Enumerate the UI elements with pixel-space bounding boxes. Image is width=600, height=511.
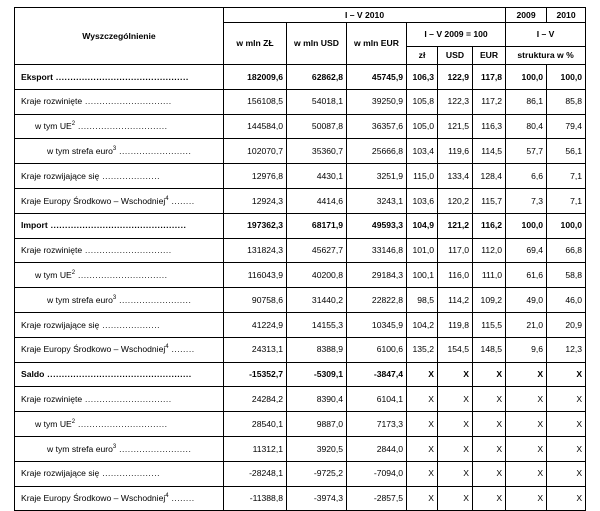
structure-2009-cell: X <box>506 387 547 412</box>
value-pln-cell: 24284,2 <box>224 387 287 412</box>
index-usd-cell: 154,5 <box>438 337 473 362</box>
leader-dots: .................... <box>99 319 160 330</box>
leader-dots: ............................... <box>75 269 168 280</box>
structure-2010-cell: X <box>547 412 586 437</box>
structure-2009-cell: 9,6 <box>506 337 547 362</box>
index-eur-cell: 117,2 <box>473 89 506 114</box>
row-label <box>15 362 224 387</box>
index-usd-cell: X <box>438 412 473 437</box>
index-pln-cell: X <box>407 436 438 461</box>
row-label-text: w tym strefa euro <box>47 294 113 305</box>
row-label <box>15 89 224 114</box>
index-usd-cell: 122,9 <box>438 65 473 90</box>
structure-2009-cell: 80,4 <box>506 114 547 139</box>
structure-2010-cell: X <box>547 436 586 461</box>
value-usd-cell: 4414,6 <box>287 188 347 213</box>
index-eur-cell: 114,5 <box>473 139 506 164</box>
value-usd-cell: 68171,9 <box>287 213 347 238</box>
index-usd-cell: 116,0 <box>438 263 473 288</box>
table-row <box>15 337 586 362</box>
value-usd-cell: 50087,8 <box>287 114 347 139</box>
header-eur: w mln EUR <box>347 23 407 65</box>
index-pln-cell: 105,0 <box>407 114 438 139</box>
index-usd-cell: 114,2 <box>438 288 473 313</box>
row-label <box>15 263 224 288</box>
leader-dots: .............................................. <box>53 71 189 82</box>
table-row <box>15 436 586 461</box>
value-usd-cell: 4430,1 <box>287 164 347 189</box>
index-pln-cell: 100,1 <box>407 263 438 288</box>
leader-dots: .................................................. <box>44 369 192 380</box>
structure-2009-cell: 21,0 <box>506 312 547 337</box>
footnote-marker: 2 <box>71 121 76 128</box>
index-eur-cell: 148,5 <box>473 337 506 362</box>
row-label <box>15 213 224 238</box>
footnote-marker: 2 <box>71 418 76 425</box>
index-pln-cell: 105,8 <box>407 89 438 114</box>
value-pln-cell: 41224,9 <box>224 312 287 337</box>
structure-2009-cell: 7,3 <box>506 188 547 213</box>
structure-2010-cell: 56,1 <box>547 139 586 164</box>
index-eur-cell: 128,4 <box>473 164 506 189</box>
value-pln-cell: 131824,3 <box>224 238 287 263</box>
row-label-text: Kraje rozwinięte <box>21 96 83 107</box>
table-row <box>15 263 586 288</box>
value-eur-cell: -2857,5 <box>347 486 407 511</box>
leader-dots: ............................................... <box>47 220 187 231</box>
structure-2010-cell: 66,8 <box>547 238 586 263</box>
index-usd-cell: 133,4 <box>438 164 473 189</box>
index-eur-cell: X <box>473 412 506 437</box>
index-pln-cell: 115,0 <box>407 164 438 189</box>
index-eur-cell: X <box>473 486 506 511</box>
value-eur-cell: 2844,0 <box>347 436 407 461</box>
value-eur-cell: 3243,1 <box>347 188 407 213</box>
header-index-usd: USD <box>438 47 473 65</box>
footnote-marker: 4 <box>165 493 169 500</box>
index-pln-cell: 106,3 <box>407 65 438 90</box>
value-pln-cell: 24313,1 <box>224 337 287 362</box>
index-eur-cell: 109,2 <box>473 288 506 313</box>
row-label <box>15 486 224 511</box>
structure-2010-cell: 7,1 <box>547 164 586 189</box>
index-usd-cell: X <box>438 436 473 461</box>
header-pln: w mln ZŁ <box>224 23 287 65</box>
index-usd-cell: 120,2 <box>438 188 473 213</box>
leader-dots: .............................. <box>82 96 172 107</box>
structure-2010-cell: 79,4 <box>547 114 586 139</box>
index-pln-cell: 135,2 <box>407 337 438 362</box>
index-pln-cell: 101,0 <box>407 238 438 263</box>
footnote-marker: 3 <box>112 146 117 153</box>
value-eur-cell: 29184,3 <box>347 263 407 288</box>
value-usd-cell: 54018,1 <box>287 89 347 114</box>
index-usd-cell: X <box>438 362 473 387</box>
row-label-text: Kraje Europy Środkowo – Wschodniej <box>21 493 166 504</box>
structure-2009-cell: 61,6 <box>506 263 547 288</box>
index-usd-cell: 122,3 <box>438 89 473 114</box>
leader-dots: ........ <box>168 195 195 206</box>
value-usd-cell: 14155,3 <box>287 312 347 337</box>
value-usd-cell: 31440,2 <box>287 288 347 313</box>
value-eur-cell: 6104,1 <box>347 387 407 412</box>
value-pln-cell: 12924,3 <box>224 188 287 213</box>
value-pln-cell: 156108,5 <box>224 89 287 114</box>
value-eur-cell: 6100,6 <box>347 337 407 362</box>
value-pln-cell: 11312,1 <box>224 436 287 461</box>
table-row <box>15 461 586 486</box>
header-year-2009: 2009 <box>506 8 547 23</box>
value-eur-cell: 10345,9 <box>347 312 407 337</box>
table-row <box>15 412 586 437</box>
row-label <box>15 412 224 437</box>
index-usd-cell: 121,2 <box>438 213 473 238</box>
table-body <box>15 65 586 511</box>
index-eur-cell: X <box>473 436 506 461</box>
leader-dots: ............................... <box>75 121 168 132</box>
value-usd-cell: 8390,4 <box>287 387 347 412</box>
value-usd-cell: 62862,8 <box>287 65 347 90</box>
structure-2010-cell: X <box>547 362 586 387</box>
leader-dots: ......................... <box>116 145 192 156</box>
structure-2009-cell: 100,0 <box>506 213 547 238</box>
row-label <box>15 288 224 313</box>
header-period-2: I – V <box>506 23 586 47</box>
value-usd-cell: 45627,7 <box>287 238 347 263</box>
table-row <box>15 362 586 387</box>
structure-2010-cell: 85,8 <box>547 89 586 114</box>
index-eur-cell: X <box>473 387 506 412</box>
trade-table <box>14 7 586 511</box>
row-label <box>15 139 224 164</box>
value-usd-cell: 9887,0 <box>287 412 347 437</box>
structure-2009-cell: 57,7 <box>506 139 547 164</box>
leader-dots: .................... <box>99 468 160 479</box>
header-structure: struktura w % <box>506 47 586 65</box>
index-pln-cell: X <box>407 362 438 387</box>
index-pln-cell: X <box>407 486 438 511</box>
index-eur-cell: 115,5 <box>473 312 506 337</box>
structure-2009-cell: 69,4 <box>506 238 547 263</box>
index-pln-cell: X <box>407 461 438 486</box>
structure-2009-cell: 86,1 <box>506 89 547 114</box>
structure-2009-cell: X <box>506 412 547 437</box>
value-eur-cell: 33146,8 <box>347 238 407 263</box>
table-header <box>15 8 586 65</box>
leader-dots: .................... <box>99 170 160 181</box>
value-eur-cell: 22822,8 <box>347 288 407 313</box>
table-row <box>15 288 586 313</box>
value-eur-cell: 39250,9 <box>347 89 407 114</box>
value-usd-cell: 3920,5 <box>287 436 347 461</box>
row-label <box>15 312 224 337</box>
structure-2010-cell: 46,0 <box>547 288 586 313</box>
leader-dots: ......................... <box>116 294 192 305</box>
row-label <box>15 65 224 90</box>
index-usd-cell: 117,0 <box>438 238 473 263</box>
value-usd-cell: -9725,2 <box>287 461 347 486</box>
value-usd-cell: 8388,9 <box>287 337 347 362</box>
index-usd-cell: X <box>438 461 473 486</box>
structure-2010-cell: 58,8 <box>547 263 586 288</box>
structure-2010-cell: 20,9 <box>547 312 586 337</box>
table-row <box>15 238 586 263</box>
row-label <box>15 461 224 486</box>
index-pln-cell: 104,9 <box>407 213 438 238</box>
table-row <box>15 65 586 90</box>
row-label-text: Kraje rozwinięte <box>21 245 83 256</box>
value-usd-cell: -5309,1 <box>287 362 347 387</box>
index-eur-cell: 117,8 <box>473 65 506 90</box>
index-eur-cell: 111,0 <box>473 263 506 288</box>
structure-2009-cell: X <box>506 486 547 511</box>
table-row <box>15 114 586 139</box>
structure-2009-cell: 49,0 <box>506 288 547 313</box>
row-label <box>15 337 224 362</box>
structure-2009-cell: 6,6 <box>506 164 547 189</box>
value-eur-cell: 45745,9 <box>347 65 407 90</box>
row-label-text: Kraje rozwijające się <box>21 170 100 181</box>
row-label-text: Kraje rozwijające się <box>21 468 100 479</box>
value-pln-cell: -28248,1 <box>224 461 287 486</box>
row-label-text: Kraje Europy Środkowo – Wschodniej <box>21 195 166 206</box>
leader-dots: ........ <box>168 493 195 504</box>
leader-dots: .............................. <box>82 393 172 404</box>
index-pln-cell: 104,2 <box>407 312 438 337</box>
structure-2010-cell: X <box>547 486 586 511</box>
row-label-text: Kraje rozwijające się <box>21 319 100 330</box>
index-usd-cell: 119,6 <box>438 139 473 164</box>
structure-2010-cell: 100,0 <box>547 213 586 238</box>
header-period: I – V 2010 <box>224 8 506 23</box>
row-label <box>15 238 224 263</box>
row-label-text: w tym UE <box>35 121 72 132</box>
row-label-text: Kraje rozwinięte <box>21 393 83 404</box>
header-usd: w mln USD <box>287 23 347 65</box>
row-label <box>15 114 224 139</box>
footnote-marker: 4 <box>165 344 169 351</box>
leader-dots: ......................... <box>116 443 192 454</box>
footnote-marker: 3 <box>112 443 117 450</box>
value-pln-cell: 182009,6 <box>224 65 287 90</box>
value-pln-cell: 102070,7 <box>224 139 287 164</box>
value-pln-cell: 28540,1 <box>224 412 287 437</box>
value-usd-cell: -3974,3 <box>287 486 347 511</box>
header-index-eur: EUR <box>473 47 506 65</box>
leader-dots: ............................... <box>75 418 168 429</box>
table-row <box>15 387 586 412</box>
index-pln-cell: 103,4 <box>407 139 438 164</box>
leader-dots: ........ <box>168 344 195 355</box>
footnote-marker: 2 <box>71 270 76 277</box>
footnote-marker: 3 <box>112 294 117 301</box>
table-row <box>15 312 586 337</box>
value-eur-cell: 25666,8 <box>347 139 407 164</box>
structure-2009-cell: 100,0 <box>506 65 547 90</box>
structure-2010-cell: 12,3 <box>547 337 586 362</box>
index-usd-cell: X <box>438 486 473 511</box>
value-eur-cell: 3251,9 <box>347 164 407 189</box>
row-label-text: Kraje Europy Środkowo – Wschodniej <box>21 344 166 355</box>
table-row <box>15 139 586 164</box>
index-usd-cell: 119,8 <box>438 312 473 337</box>
header-year-2010: 2010 <box>547 8 586 23</box>
index-eur-cell: 112,0 <box>473 238 506 263</box>
value-eur-cell: 49593,3 <box>347 213 407 238</box>
row-label <box>15 164 224 189</box>
structure-2009-cell: X <box>506 362 547 387</box>
row-label-text: Saldo <box>21 369 45 380</box>
value-pln-cell: 144584,0 <box>224 114 287 139</box>
header-index-group: I – V 2009 = 100 <box>407 23 506 47</box>
index-usd-cell: 121,5 <box>438 114 473 139</box>
table-row <box>15 188 586 213</box>
index-pln-cell: X <box>407 412 438 437</box>
structure-2010-cell: X <box>547 387 586 412</box>
value-eur-cell: 7173,3 <box>347 412 407 437</box>
structure-2010-cell: 100,0 <box>547 65 586 90</box>
value-pln-cell: 12976,8 <box>224 164 287 189</box>
value-eur-cell: -7094,0 <box>347 461 407 486</box>
value-pln-cell: -11388,8 <box>224 486 287 511</box>
value-eur-cell: -3847,4 <box>347 362 407 387</box>
value-usd-cell: 35360,7 <box>287 139 347 164</box>
row-label <box>15 387 224 412</box>
header-index-pln: zł <box>407 47 438 65</box>
structure-2009-cell: X <box>506 436 547 461</box>
structure-2009-cell: X <box>506 461 547 486</box>
table-row <box>15 213 586 238</box>
table-row <box>15 89 586 114</box>
index-pln-cell: 103,6 <box>407 188 438 213</box>
footnote-marker: 4 <box>165 195 169 202</box>
index-eur-cell: X <box>473 461 506 486</box>
row-label-text: w tym UE <box>35 418 72 429</box>
value-usd-cell: 40200,8 <box>287 263 347 288</box>
value-pln-cell: 116043,9 <box>224 263 287 288</box>
row-label-text: Import <box>21 220 48 231</box>
leader-dots: .............................. <box>82 245 172 256</box>
index-usd-cell: X <box>438 387 473 412</box>
row-label-text: w tym UE <box>35 269 72 280</box>
structure-2010-cell: 7,1 <box>547 188 586 213</box>
structure-2010-cell: X <box>547 461 586 486</box>
index-eur-cell: 115,7 <box>473 188 506 213</box>
row-label-text: Eksport <box>21 71 53 82</box>
value-pln-cell: 197362,3 <box>224 213 287 238</box>
value-pln-cell: 90758,6 <box>224 288 287 313</box>
row-label-text: w tym strefa euro <box>47 145 113 156</box>
header-label-column: Wyszczególnienie <box>15 8 224 65</box>
row-label <box>15 188 224 213</box>
value-pln-cell: -15352,7 <box>224 362 287 387</box>
row-label-text: w tym strefa euro <box>47 443 113 454</box>
row-label <box>15 436 224 461</box>
table-row <box>15 164 586 189</box>
index-eur-cell: 116,2 <box>473 213 506 238</box>
index-eur-cell: 116,3 <box>473 114 506 139</box>
value-eur-cell: 36357,6 <box>347 114 407 139</box>
table-row <box>15 486 586 511</box>
index-eur-cell: X <box>473 362 506 387</box>
index-pln-cell: 98,5 <box>407 288 438 313</box>
index-pln-cell: X <box>407 387 438 412</box>
